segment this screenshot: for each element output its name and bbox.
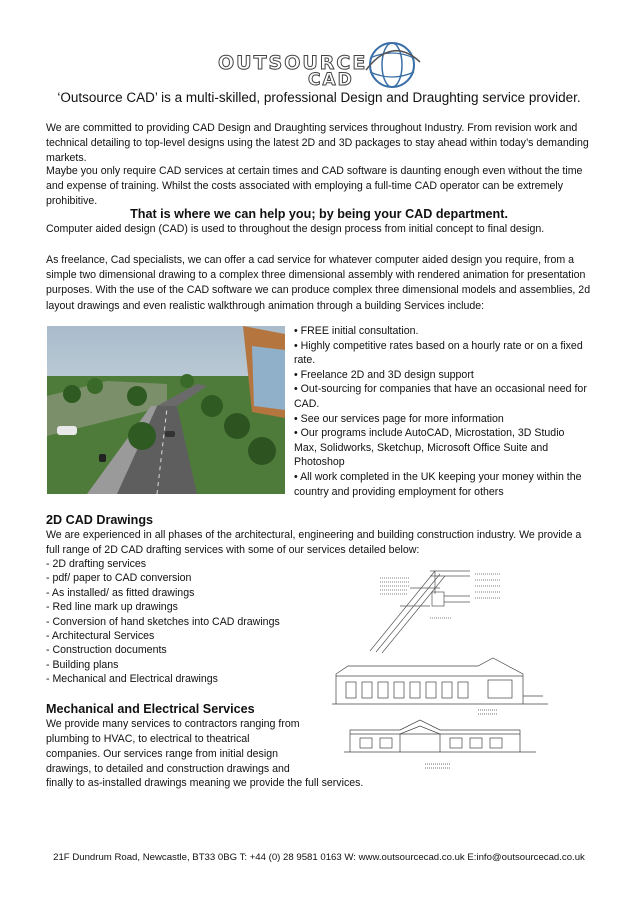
footer-contact: 21F Dundrum Road, Newcastle, BT33 0BG T: +44 (0) 28 9581 0163 W: www.outsourcecad.co.uk E:info@outsourcecad.co.uk bbox=[53, 852, 585, 863]
logo-word-outsource: OUTSOURCE bbox=[218, 52, 368, 74]
list-item: - Building plans bbox=[46, 658, 119, 671]
list-item: - Mechanical and Electrical drawings bbox=[46, 673, 218, 686]
intro-paragraph-1: We are committed to providing CAD Design and Draughting services throughout Industry. From revision work and technical detailing to top-level designs using the latest 2D and 3D packages to stay ahead within today’s demanding markets. bbox=[46, 122, 589, 165]
list-item: - Construction documents bbox=[46, 644, 167, 657]
intro-paragraph-3: Computer aided design (CAD) is used to throughout the design process from initial concept to final design. bbox=[46, 223, 545, 235]
intro-paragraph-2: Maybe you only require CAD services at certain times and CAD software is daunting enough even without the time and expense of training. Whilst the costs associated with employing a full-time CAD operator can be extremely prohibitive. bbox=[46, 165, 583, 208]
section-me-line-4: drawings, to detailed and construction drawings and bbox=[46, 763, 290, 775]
section-me-line-3: companies. Our services range from initial design bbox=[46, 748, 278, 760]
list-item: • Freelance 2D and 3D design support bbox=[294, 368, 474, 381]
tagline: ‘Outsource CAD’ is a multi-skilled, professional Design and Draughting service provider. bbox=[57, 90, 581, 105]
list-item: • FREE initial consultation. bbox=[294, 325, 419, 337]
section-me-line-5: finally to as-installed drawings meaning we provide the full services. bbox=[46, 777, 364, 789]
list-item: - Architectural Services bbox=[46, 630, 155, 643]
list-item: • Out-sourcing for companies that have an occasional need for CAD. bbox=[294, 383, 587, 410]
list-item: • Our programs include AutoCAD, Microstation, 3D Studio Max, Solidworks, Sketchup, Microsoft Office Suite and Photoshop bbox=[294, 427, 565, 469]
list-item: - As installed/ as fitted drawings bbox=[46, 586, 195, 599]
section-me-line-1: We provide many services to contractors ranging from bbox=[46, 718, 300, 730]
section-me-line-2: plumbing to HVAC, to electrical to theatrical bbox=[46, 733, 250, 745]
intro-paragraph-4: As freelance, Cad specialists, we can offer a cad service for whatever computer aided design you require, from a simple two dimensional drawing to a complex three dimensional assembly with rendered animation for presentation purposes. With the use of the CAD software we can produce complex three dimensional models and assemblies, 2d layout drawings and even realistic walkthrough animation through a building Services include: bbox=[46, 254, 591, 312]
building-elevation-drawing bbox=[328, 656, 552, 718]
section-heading-mechanical-electrical: Mechanical and Electrical Services bbox=[46, 702, 255, 716]
list-item: • Highly competitive rates based on a hourly rate or on a fixed rate. bbox=[294, 339, 583, 367]
2d-services-list bbox=[46, 557, 280, 687]
list-item: - Conversion of hand sketches into CAD drawings bbox=[46, 615, 280, 628]
globe-icon bbox=[362, 40, 422, 90]
section-heading-2d-cad: 2D CAD Drawings bbox=[46, 513, 154, 527]
outsourcecad-logo bbox=[212, 40, 422, 90]
list-item: - 2D drafting services bbox=[46, 558, 147, 570]
architectural-render-image bbox=[47, 326, 285, 494]
services-bullet-list bbox=[294, 324, 590, 499]
list-item: • See our services page for more information bbox=[294, 412, 504, 425]
list-item: - pdf/ paper to CAD conversion bbox=[46, 572, 192, 585]
list-item: - Red line mark up drawings bbox=[46, 601, 178, 614]
list-item: • All work completed in the UK keeping your money within the country and providing employment for others bbox=[294, 470, 582, 498]
section-2d-intro: We are experienced in all phases of the architectural, engineering and building construction industry. We provide a full range of 2D CAD drafting services with some of our services detailed below: bbox=[46, 529, 582, 557]
strapline: That is where we can help you; by being your CAD department. bbox=[130, 207, 508, 221]
section-detail-drawing bbox=[360, 566, 540, 656]
logo-word-cad: CAD bbox=[308, 70, 354, 90]
